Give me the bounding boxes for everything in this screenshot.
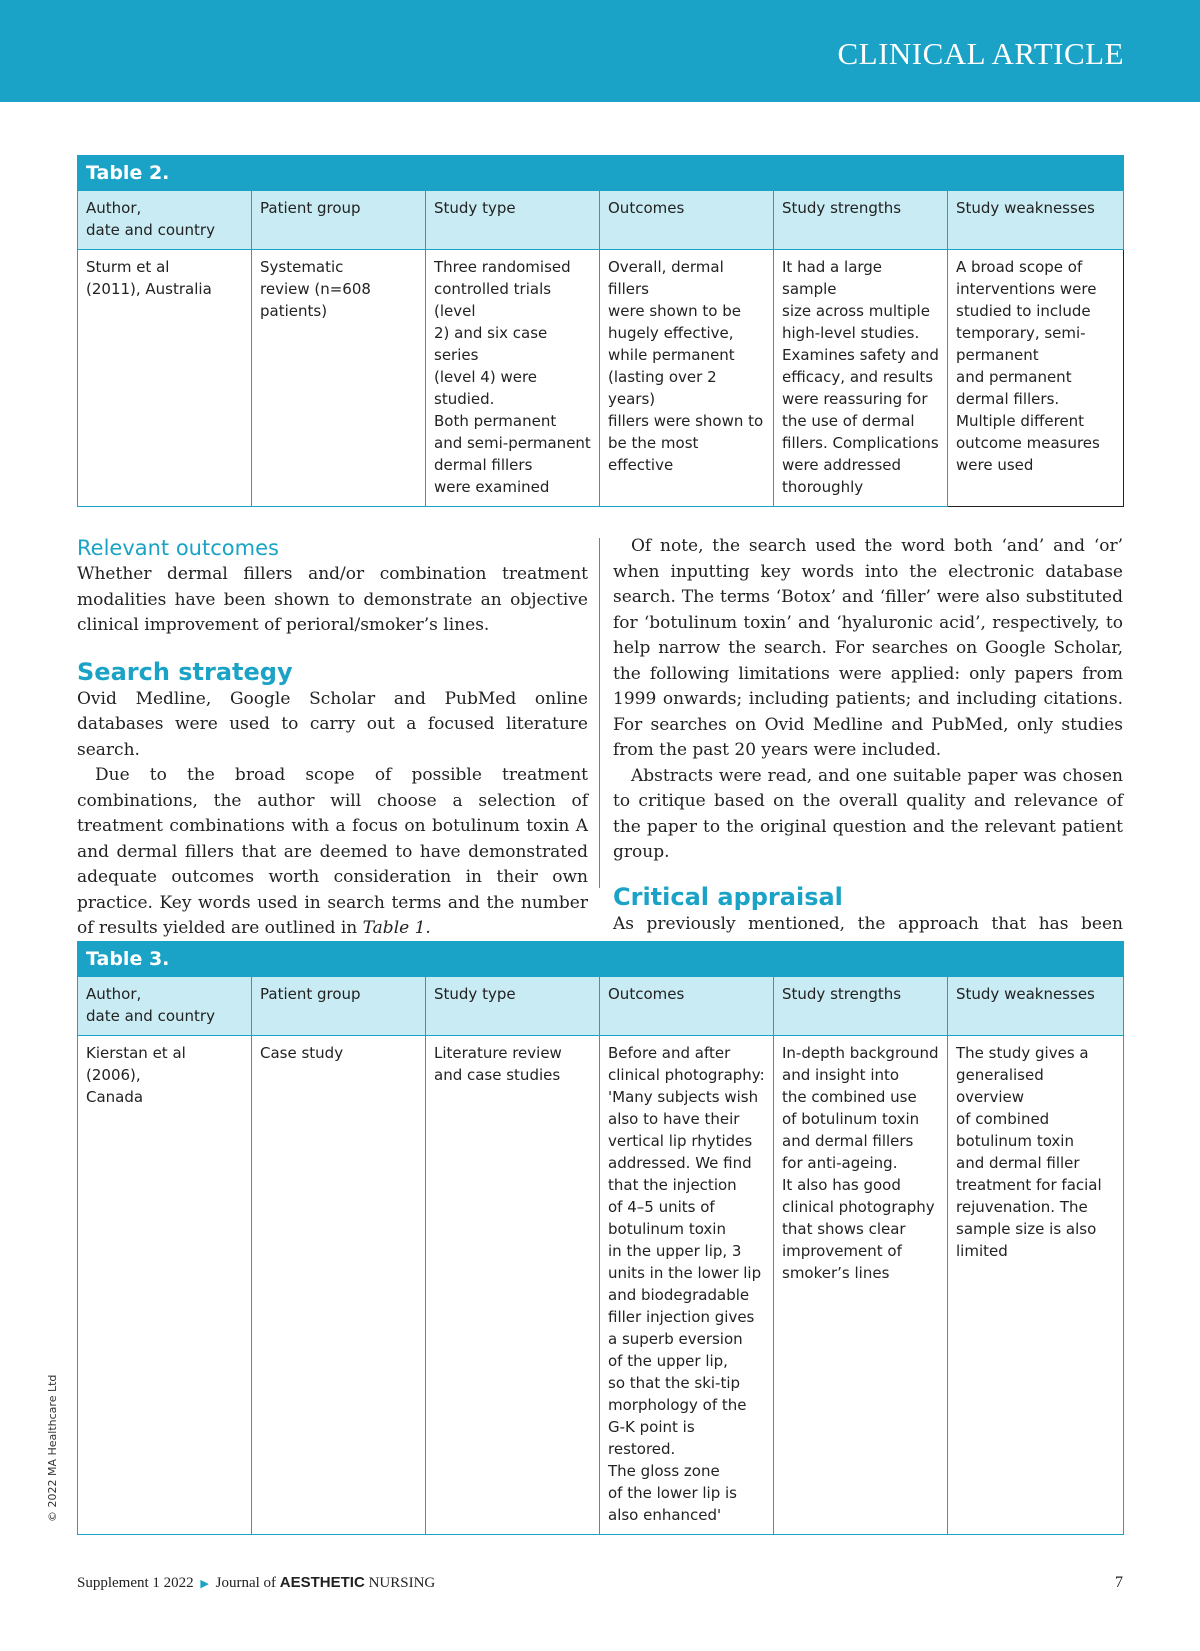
cell-line: (2011), Australia [86,280,212,298]
paragraph: As previously mentioned, the approach that has been [613,913,1123,934]
cell-line: of botulinum toxin [782,1110,920,1128]
cell-line: The gloss zone [608,1462,720,1480]
cell-line: interventions were [956,280,1097,298]
cell-line: improvement of [782,1242,902,1260]
cell-line: while permanent [608,346,735,364]
cell-study-type [426,1036,600,1535]
cell-line: patients) [260,302,328,320]
header-study-weaknesses: Study weaknesses [948,191,1124,250]
cell-line: Both permanent [434,412,557,430]
cell-line: and case studies [434,1066,561,1084]
cell-line: Sturm et al [86,258,170,276]
header-outcomes: Outcomes [600,191,774,250]
paragraph: Abstracts were read, and one suitable paper was chosen to critique based on the overall quality and relevance of the paper to the original question and the relevant patient group. [613,765,1123,862]
cell-line: and biodegradable [608,1286,750,1304]
cell-line: units in the lower lip [608,1264,762,1282]
section-title: CLINICAL ARTICLE [837,36,1124,71]
cell-line: clinical photography: [608,1066,765,1084]
cell-line: the combined use [782,1088,917,1106]
cell-study-weaknesses [948,250,1124,507]
cell-line: also to have their [608,1110,740,1128]
cell-study-type [426,250,600,507]
cell-line: for anti-ageing. [782,1154,898,1172]
cell-line: of 4–5 units of [608,1198,715,1216]
cell-line: Three randomised [434,258,571,276]
cell-patient-group [252,1036,426,1535]
cell-line: sample size is also [956,1220,1097,1238]
table-caption: Table 3. [78,942,1124,977]
cell-author [78,250,252,507]
cell-line: that the injection [608,1176,737,1194]
cell-line: fillers were shown to [608,412,764,430]
cell-line: Multiple different [956,412,1085,430]
cell-line: and semi-permanent [434,434,591,452]
footer-journal-suffix: NURSING [364,1575,436,1591]
cell-line: Examines safety and [782,346,939,364]
table-header-row [78,977,1124,1036]
cell-line: the use of dermal [782,412,915,430]
cell-line: permanent [956,346,1039,364]
cell-study-strengths [774,1036,948,1535]
cell-line: high-level studies. [782,324,920,342]
footer-supplement: Supplement 1 2022 [77,1575,194,1591]
cell-line: It had a large sample [782,258,883,298]
table-3 [77,941,1124,1535]
cell-study-weaknesses [948,1036,1124,1535]
cell-line: dermal fillers [434,456,533,474]
header-study-strengths: Study strengths [774,977,948,1036]
cell-line: and insight into [782,1066,900,1084]
cell-line: generalised overview [956,1066,1044,1106]
cell-line: Canada [86,1088,144,1106]
cell-line: thoroughly [782,478,864,496]
sub-heading-relevant-outcomes: Relevant outcomes [77,536,279,560]
cell-line: were shown to be [608,302,741,320]
cell-line: vertical lip rhytides [608,1132,753,1150]
page-number: 7 [1115,1574,1123,1591]
table-row [78,250,1124,507]
cell-outcomes [600,250,774,507]
heading-critical-appraisal: Critical appraisal [613,882,843,911]
cell-line: of the upper lip, [608,1352,728,1370]
cell-line: efficacy, and results [782,368,934,386]
cell-line: G-K point is restored. [608,1418,695,1458]
cell-line: controlled trials (level [434,280,552,320]
cell-line: rejuvenation. The [956,1198,1088,1216]
cell-line: Case study [260,1044,344,1062]
cell-line: Before and after [608,1044,731,1062]
cell-line: Literature review [434,1044,562,1062]
paragraph: Ovid Medline, Google Scholar and PubMed online databases were used to carry out a focused literature search. [77,688,588,760]
cell-line: that shows clear [782,1220,906,1238]
cell-line: 'Many subjects wish [608,1088,759,1106]
cell-line: were reassuring for [782,390,928,408]
cell-line: and permanent [956,368,1072,386]
cell-line: morphology of the [608,1396,747,1414]
triangle-icon: ▶ [200,1578,209,1590]
header-study-weaknesses: Study weaknesses [948,977,1124,1036]
cell-line: In-depth background [782,1044,939,1062]
cell-patient-group [252,250,426,507]
cell-line: so that the ski-tip [608,1374,741,1392]
paragraph: Due to the broad scope of possible treatment combinations, the author will choose a selection of treatment combinations with a focus on botulinum toxin A and dermal fillers that are deemed to have demonstrated adequate outcomes worth consideration in their own practice. Key words used in search terms and the number of results yielded are outlined in Table 1. [77,765,588,938]
column-divider [599,538,600,888]
cell-line: addressed. We find [608,1154,752,1172]
cell-line: A broad scope of [956,258,1083,276]
table-reference: Table 1. [362,918,431,938]
cell-line: hugely effective, [608,324,734,342]
header-author: Author, date and country [78,191,252,250]
header-patient-group: Patient group [252,977,426,1036]
cell-line: Overall, dermal fillers [608,258,724,298]
cell-line: and dermal fillers [782,1132,914,1150]
cell-line: size across multiple [782,302,930,320]
cell-line: were examined [434,478,550,496]
cell-line: be the most effective [608,434,699,474]
header-patient-group: Patient group [252,191,426,250]
footer [77,1574,435,1592]
heading-search-strategy: Search strategy [77,657,293,686]
cell-line: in the upper lip, 3 [608,1242,742,1260]
cell-line: Systematic [260,258,344,276]
cell-line: The study gives a [956,1044,1089,1062]
cell-line: (level 4) were studied. [434,368,538,408]
cell-line: dermal fillers. [956,390,1060,408]
paragraph: Of note, the search used the word both ‘and’ and ‘or’ when inputting key words into the electronic database search. The terms ‘Botox’ and ‘filler’ were also substituted for ‘botulinum toxin’ and ‘hyaluronic acid’, respectively, to help narrow the search. For searches on Google Scholar, the following limitations were applied: only papers from 1999 onwards; including patients; and including citations. For searches on Ovid Medline and PubMed, only studies from the past 20 years were included. [613,536,1123,760]
header-study-strengths: Study strengths [774,191,948,250]
header-study-type: Study type [426,977,600,1036]
copyright-notice: © 2022 MA Healthcare Ltd [46,1374,59,1522]
cell-author [78,1036,252,1535]
cell-line: outcome measures [956,434,1100,452]
table-header-row [78,191,1124,250]
cell-line: and dermal filler [956,1154,1080,1172]
cell-outcomes [600,1036,774,1535]
cell-line: limited [956,1242,1008,1260]
cell-line: temporary, semi- [956,324,1086,342]
left-column [77,534,588,942]
header-outcomes: Outcomes [600,977,774,1036]
header-banner [0,0,1200,102]
cell-line: of the lower lip is [608,1484,737,1502]
cell-line: studied to include [956,302,1091,320]
table-2 [77,155,1124,507]
footer-journal-prefix: Journal of [215,1575,280,1591]
cell-line: of combined [956,1110,1050,1128]
cell-line: 2) and six case series [434,324,548,364]
cell-line: botulinum toxin [956,1132,1074,1150]
table-caption: Table 2. [78,156,1124,191]
cell-line: were addressed [782,456,902,474]
right-column [613,534,1123,988]
cell-line: were used [956,456,1034,474]
cell-line: Kierstan et al (2006), [86,1044,186,1084]
footer-journal-bold: AESTHETIC [279,1574,365,1591]
cell-line: treatment for facial [956,1176,1102,1194]
cell-line: botulinum toxin [608,1220,726,1238]
cell-line: also enhanced' [608,1506,722,1524]
cell-line: clinical photography [782,1198,935,1216]
header-study-type: Study type [426,191,600,250]
cell-line: filler injection gives [608,1308,755,1326]
table-row [78,1036,1124,1535]
paragraph: Whether dermal fillers and/or combination treatment modalities have been shown to demonstrate an objective clinical improvement of perioral/smoker’s lines. [77,564,588,635]
cell-line: (lasting over 2 years) [608,368,717,408]
cell-line: a superb eversion [608,1330,743,1348]
cell-study-strengths [774,250,948,507]
cell-line: smoker’s lines [782,1264,890,1282]
header-author: Author, date and country [78,977,252,1036]
cell-line: review (n=608 [260,280,371,298]
cell-line: fillers. Complications [782,434,939,452]
cell-line: It also has good [782,1176,901,1194]
